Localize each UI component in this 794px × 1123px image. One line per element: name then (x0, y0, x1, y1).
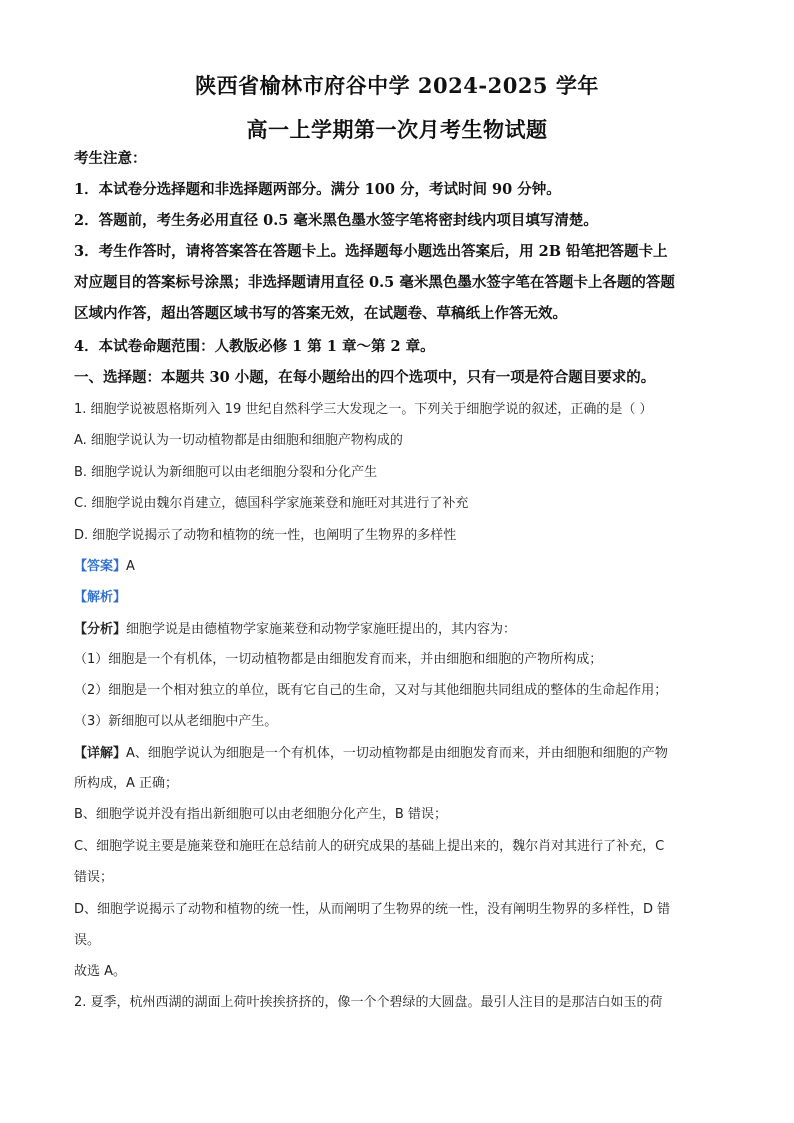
detail-line-2: 所构成，A 正确； (74, 776, 179, 791)
notice-item-3-cont-1: 对应题目的答案标号涂黑；非选择题请用直径 0.5 毫米黑色墨水签字笔在答题卡上各题的答题 (74, 274, 675, 291)
detail-conclusion: 故选 A。 (74, 964, 127, 979)
section-heading: 一、选择题：本题共 30 小题，在每小题给出的四个选项中，只有一项是符合题目要求的。 (74, 369, 656, 386)
analysis-row (74, 588, 734, 607)
title-line-1: 陕西省榆林市府谷中学 2024-2025 学年 (195, 73, 599, 98)
title-line-2: 高一上学期第一次月考生物试题 (246, 117, 548, 142)
point-3: （3）新细胞可以从老细胞中产生。 (74, 714, 278, 729)
answer-row (74, 557, 734, 576)
notice-item-3-cont-2: 区域内作答，超出答题区域书写的答案无效，在试题卷、草稿纸上作答无效。 (74, 305, 567, 322)
analysis-tag: 【解析】 (74, 590, 127, 605)
fenxi-text: 细胞学说是由德植物学家施莱登和动物学家施旺提出的，其内容为： (126, 622, 517, 637)
notice-heading: 考生注意： (74, 150, 147, 167)
question-1-option-a: A. 细胞学说认为一切动植物都是由细胞和细胞产物构成的 (74, 433, 403, 448)
detail-line-7: 误。 (74, 933, 101, 948)
notice-item-2: 2．答题前，考生务必用直径 0.5 毫米黑色墨水签字笔将密封线内项目填写清楚。 (74, 212, 598, 229)
fenxi-row (74, 620, 734, 639)
question-2-stem: 2. 夏季，杭州西湖的湖面上荷叶挨挨挤挤的，像一个个碧绿的大圆盘。最引人注目的是那洁白如玉的荷 (74, 995, 663, 1010)
answer-value: A (126, 559, 135, 574)
question-1-stem: 1. 细胞学说被恩格斯列入 19 世纪自然科学三大发现之一。下列关于细胞学说的叙述，正确的是（ ） (74, 402, 653, 417)
detail-line-4: C、细胞学说主要是施莱登和施旺在总结前人的研究成果的基础上提出来的，魏尔肖对其进行了补充，C (74, 839, 665, 854)
point-1: （1）细胞是一个有机体，一切动植物都是由细胞发育而来，并由细胞和细胞的产物所构成； (74, 652, 603, 667)
detail-line-6: D、细胞学说揭示了动物和植物的统一性，从而阐明了生物界的统一性，没有阐明生物界的多样性，D 错 (74, 902, 671, 917)
notice-item-3: 3．考生作答时，请将答案答在答题卡上。选择题每小题选出答案后，用 2B 铅笔把答题卡上 (74, 243, 668, 260)
question-1-option-d: D. 细胞学说揭示了动物和植物的统一性，也阐明了生物界的多样性 (74, 528, 457, 543)
question-1-option-c: C. 细胞学说由魏尔肖建立，德国科学家施莱登和施旺对其进行了补充 (74, 496, 469, 511)
question-1-option-b: B. 细胞学说认为新细胞可以由老细胞分裂和分化产生 (74, 465, 378, 480)
detail-line-3: B、细胞学说并没有指出新细胞可以由老细胞分化产生，B 错误； (74, 807, 447, 822)
xiangjie-tag: 【详解】 (74, 746, 127, 761)
notice-item-1: 1．本试卷分选择题和非选择题两部分。满分 100 分，考试时间 90 分钟。 (74, 181, 561, 198)
answer-tag: 【答案】 (74, 559, 127, 574)
notice-item-4: 4．本试卷命题范围：人教版必修 1 第 1 章～第 2 章。 (74, 338, 435, 355)
xiangjie-row (74, 744, 734, 763)
point-2: （2）细胞是一个相对独立的单位，既有它自己的生命，又对与其他细胞共同组成的整体的生命起作用； (74, 683, 668, 698)
detail-line-5: 错误； (74, 870, 114, 885)
fenxi-tag: 【分析】 (74, 622, 127, 637)
detail-line-1: A、细胞学说认为细胞是一个有机体，一切动植物都是由细胞发育而来，并由细胞和细胞的产物 (126, 746, 668, 761)
